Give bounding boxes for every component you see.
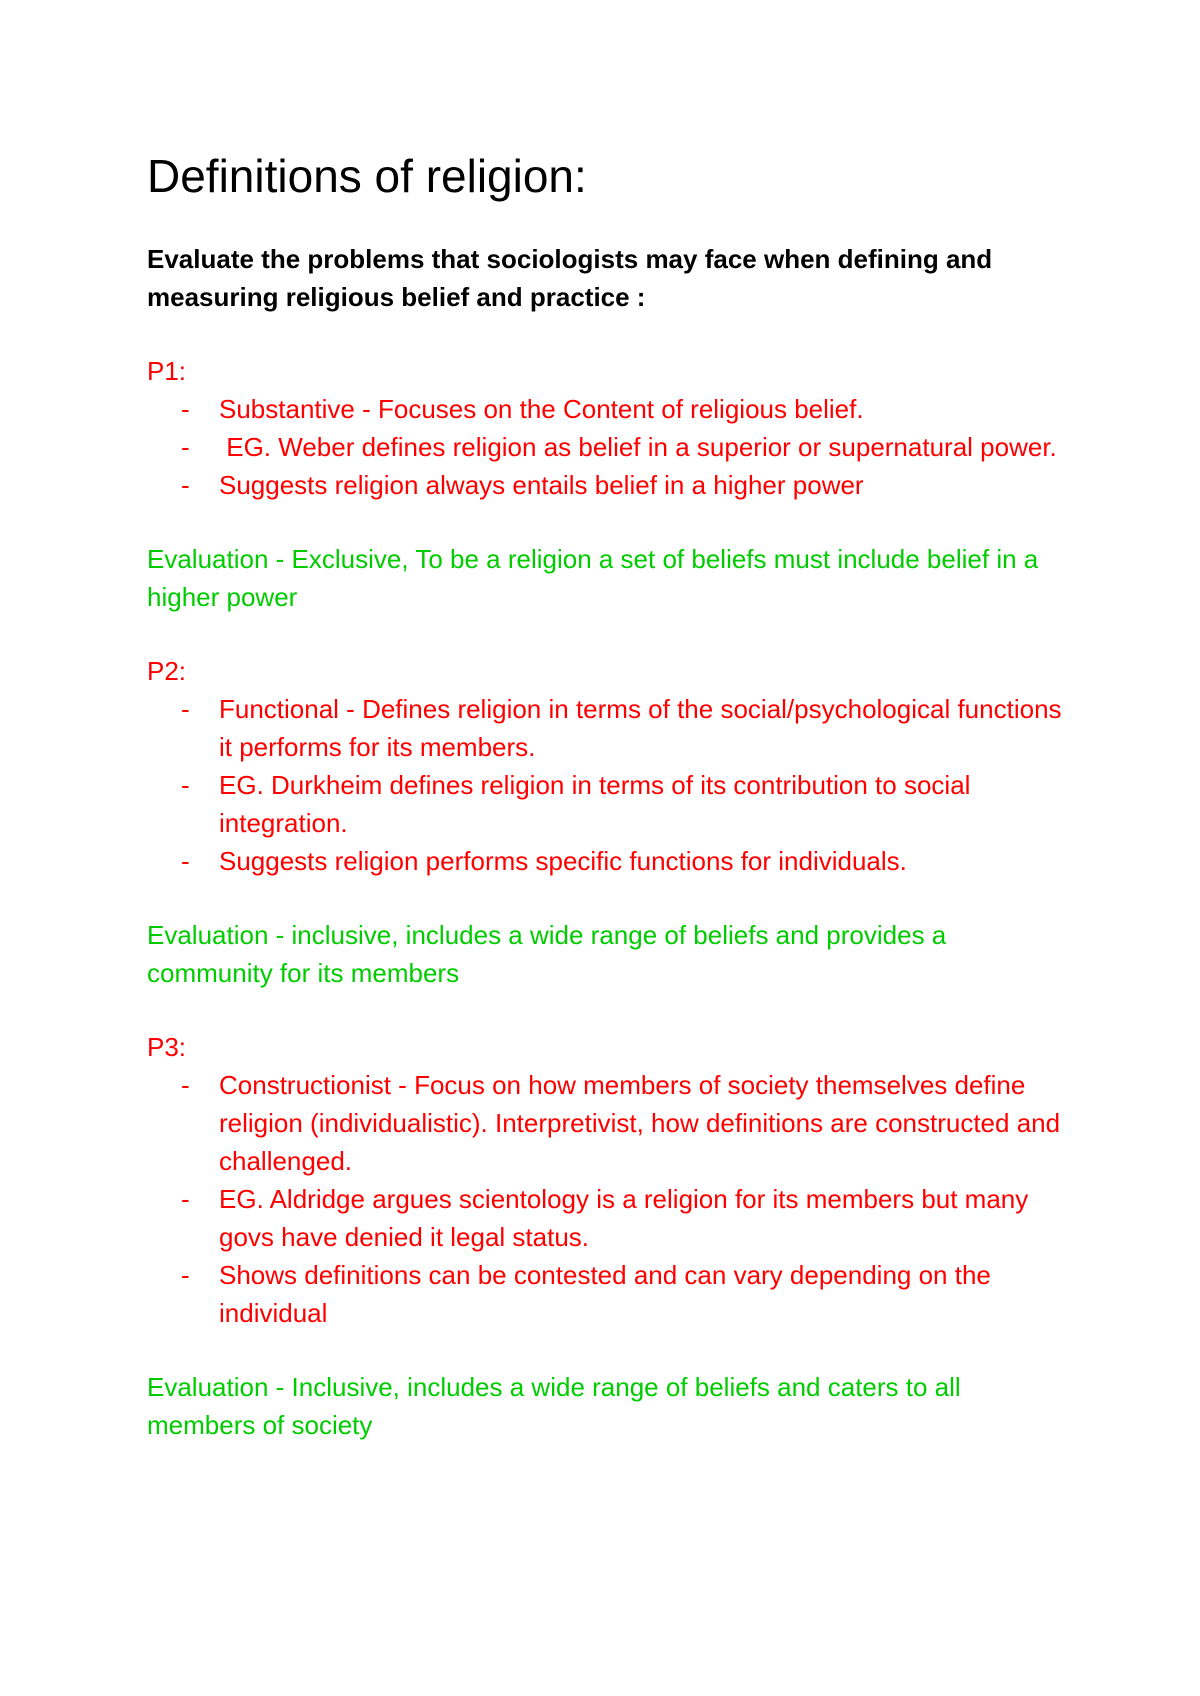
bullet-dash: - (181, 770, 190, 800)
bullet-text: Shows definitions can be contested and can vary depending on the individual (219, 1260, 991, 1328)
bullet-text: Suggests religion always entails belief in a higher power (219, 470, 864, 500)
list-item (147, 1066, 1080, 1180)
evaluation-p2: Evaluation - inclusive, includes a wide range of beliefs and provides a community for its members (147, 920, 947, 988)
bullet-dash: - (181, 432, 190, 462)
point-label-p2: P2: (147, 656, 187, 686)
list-item (147, 466, 1080, 504)
page-title: Definitions of religion: (147, 150, 587, 202)
bullet-text: EG. Weber defines religion as belief in a superior or supernatural power. (219, 432, 1057, 462)
point-label-p3: P3: (147, 1032, 187, 1062)
point-list-p2 (147, 690, 1080, 880)
bullet-text: EG. Aldridge argues scientology is a religion for its members but many govs have denied it legal status. (219, 1184, 1029, 1252)
bullet-text: Suggests religion performs specific functions for individuals. (219, 846, 907, 876)
evaluation-p1: Evaluation - Exclusive, To be a religion a set of beliefs must include belief in a higher power (147, 544, 1039, 612)
bullet-text: Substantive - Focuses on the Content of religious belief. (219, 394, 864, 424)
bullet-text: EG. Durkheim defines religion in terms of its contribution to social integration. (219, 770, 971, 838)
bullet-dash: - (181, 470, 190, 500)
bullet-dash: - (181, 1184, 190, 1214)
point-list-p1 (147, 390, 1080, 504)
point-label-p1: P1: (147, 356, 187, 386)
list-item (147, 390, 1080, 428)
list-item (147, 1256, 1080, 1332)
evaluation-p3: Evaluation - Inclusive, includes a wide range of beliefs and caters to all members of society (147, 1372, 961, 1440)
list-item (147, 690, 1080, 766)
bullet-dash: - (181, 1260, 190, 1290)
bullet-dash: - (181, 694, 190, 724)
bullet-dash: - (181, 394, 190, 424)
bullet-text: Constructionist - Focus on how members of society themselves define religion (individualistic). Interpretivist, how definitions are constructed and challenged. (219, 1070, 1061, 1176)
bullet-text: Functional - Defines religion in terms of the social/psychological functions it performs for its members. (219, 694, 1062, 762)
list-item (147, 766, 1080, 842)
list-item (147, 428, 1080, 466)
list-item (147, 1180, 1080, 1256)
list-item (147, 842, 1080, 880)
point-list-p3 (147, 1066, 1080, 1332)
bullet-dash: - (181, 846, 190, 876)
question-prompt: Evaluate the problems that sociologists may face when defining and measuring religious belief and practice : (147, 244, 993, 312)
bullet-dash: - (181, 1070, 190, 1100)
